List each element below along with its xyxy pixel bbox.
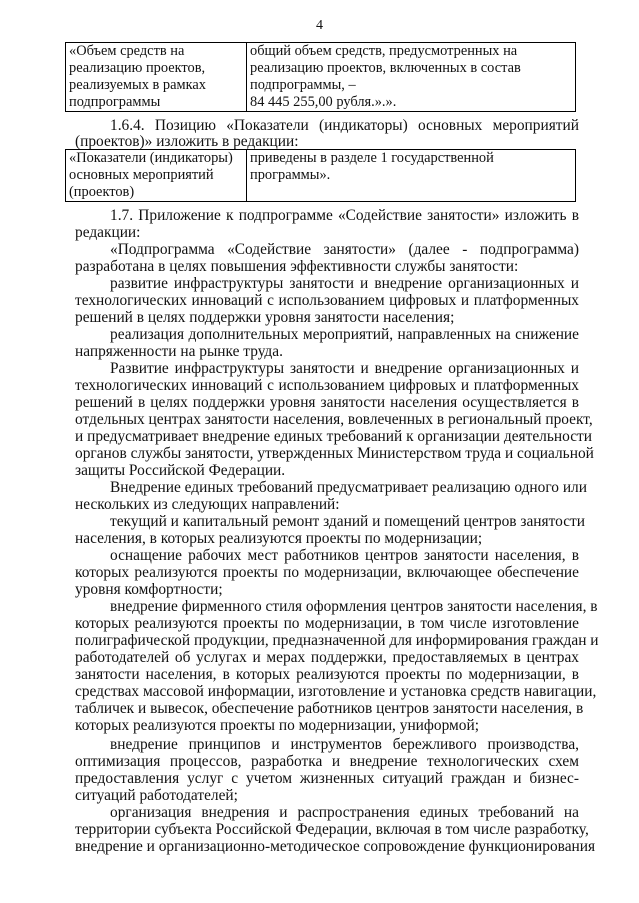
text-line: работодателей об услугах и мерах поддержки, предоставляемых в центрах [75,649,579,666]
text-line: текущий и капитальный ремонт зданий и помещений центров занятости [110,513,586,530]
text-line: органов службы занятости, утвержденных Министерством труда и социальной [75,445,594,462]
cell-line: основных мероприятий [69,167,214,183]
text-line: внедрение фирменного стиля оформления центров занятости населения, в [110,598,598,615]
text-line: разработана в целях повышения эффективности службы занятости: [75,258,519,275]
text-line: решений в целях поддержки уровня занятости населения осуществляется в [75,394,579,411]
text-line: которых реализуются проекты по модернизации, в том числе изготовление [75,615,579,632]
text-line: внедрение и организационно-методическое сопровождение функционирования [75,838,596,855]
cell-line: реализуемых в рамках [69,77,206,93]
text-line: развитие инфраструктуры занятости и внедрение организационных и [110,275,579,292]
cell-line: общий объем средств, предусмотренных на [250,43,518,59]
cell-line: программы». [250,167,331,183]
text-line: и предусматривает внедрение единых требований к организации деятельности [75,428,592,445]
text-line: 1.6.4. Позицию «Показатели (индикаторы) основных мероприятий [110,117,579,134]
table-row [66,150,576,202]
text-line: Развитие инфраструктуры занятости и внедрение организационных и [110,360,579,377]
text-line: оптимизация процессов, разработка и внедрение технологических схем [75,753,579,770]
text-line: 1.7. Приложение к подпрограмме «Содействие занятости» изложить в [110,207,579,224]
cell-line: подпрограммы [69,94,161,110]
text-line: решений в целях поддержки уровня занятости населения; [75,309,455,326]
text-line: территории субъекта Российской Федерации, включая в том числе разработку, [75,821,589,838]
text-line: занятости населения, в которых реализуются проекты по модернизации, в [75,666,579,683]
page-number: 4 [316,18,323,33]
text-line: нескольких из следующих направлений: [75,496,340,513]
text-line: средствах массовой информации, изготовление и установка средств навигации, [75,683,597,700]
cell-line: «Показатели (индикаторы) [69,150,233,166]
text-line: табличек и вывесок, обеспечение работников центров занятости населения, в [75,700,584,717]
cell-line: подпрограммы, – [250,77,356,93]
text-line: которых реализуются проекты по модернизации, включающее обеспечение [75,564,579,581]
table-cell-value [247,150,576,202]
cell-line: реализацию проектов, включенных в состав [250,60,521,76]
cell-line: 84 445 255,00 рубля.».». [250,94,397,110]
text-line: уровня комфортности; [75,581,223,598]
text-line: реализация дополнительных мероприятий, направленных на снижение [110,326,579,343]
cell-line: (проектов) [69,184,135,200]
text-line: внедрение принципов и инструментов бережливого производства, [110,736,579,753]
text-line: предоставления услуг с учетом жизненных ситуаций граждан и бизнес- [75,770,579,787]
cell-line: реализацию проектов, [69,60,206,76]
text-line: оснащение рабочих мест работников центров занятости населения, в [110,547,579,564]
text-line: населения, в которых реализуются проекты по модернизации; [75,530,483,547]
text-line: отдельных центрах занятости населения, вовлеченных в региональный проект, [75,411,593,428]
text-line: Внедрение единых требований предусматривает реализацию одного или [110,479,587,496]
table-cell-value [247,43,576,112]
text-line: ситуаций работодателей; [75,787,238,804]
text-line: технологических инноваций с использованием цифровых и платформенных [75,292,579,309]
text-line: напряженности на рынке труда. [75,343,283,360]
text-line: редакции: [75,224,141,241]
table-cell-label [66,150,247,202]
table-cell-label [66,43,247,112]
text-line: организация внедрения и распространения единых требований на [110,804,579,821]
cell-line: приведены в разделе 1 государственной [250,150,494,166]
text-line: «Подпрограмма «Содействие занятости» (далее - подпрограмма) [110,241,579,258]
cell-line: «Объем средств на [69,43,185,59]
table-row [66,43,576,112]
text-line: (проектов)» изложить в редакции: [75,133,299,150]
text-line: защиты Российской Федерации. [75,462,286,479]
text-line: которых реализуются проекты по модернизации, униформой; [75,717,479,734]
funding-table [65,42,576,112]
text-line: полиграфической продукции, предназначенной для информирования граждан и [75,632,599,649]
indicators-table [65,149,576,202]
text-line: технологических инноваций с использованием цифровых и платформенных [75,377,579,394]
